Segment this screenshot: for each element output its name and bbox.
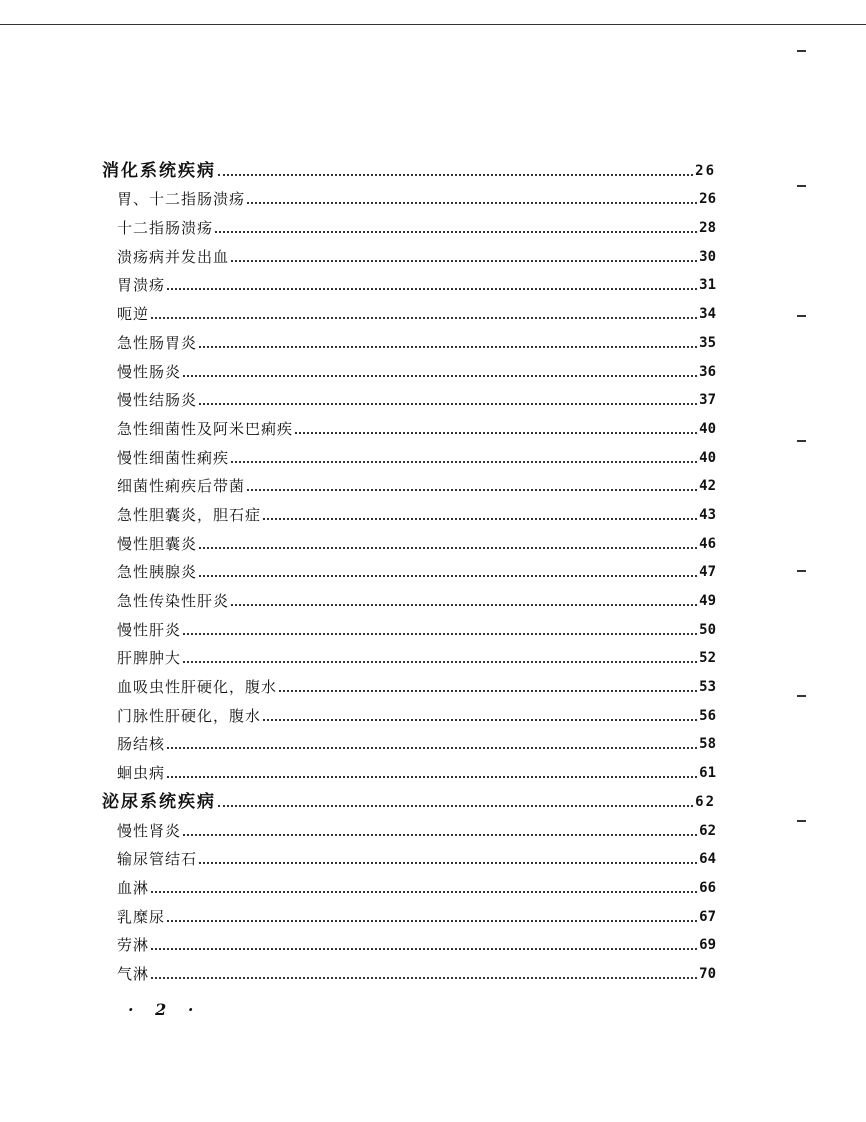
toc-title: 血淋 [117,878,150,897]
toc-page-number: 36 [699,363,716,380]
toc-page-number: 62 [699,822,716,839]
toc-title: 劳淋 [117,936,150,955]
toc-entry[interactable] [102,640,716,669]
dot-leader [167,920,697,922]
dot-leader [199,403,697,405]
dot-leader [183,661,697,663]
dot-leader [199,575,697,577]
toc-entry[interactable] [102,496,716,525]
toc-entry[interactable] [102,410,716,439]
dot-leader [151,977,697,979]
toc-page-number: 43 [699,506,716,523]
dot-leader [199,547,697,549]
toc-entry[interactable] [102,353,716,382]
page-number: · 2 · [128,1000,202,1019]
toc-entry[interactable] [102,295,716,324]
toc-title: 慢性肾炎 [117,821,182,840]
toc-page-number: 56 [699,707,716,724]
toc-title: 慢性结肠炎 [117,391,198,410]
toc-title: 肝脾肿大 [117,649,182,668]
toc-title: 急性肠胃炎 [117,333,198,352]
dot-leader [279,690,697,692]
scan-mark [797,570,806,572]
dot-leader [183,834,697,836]
dot-leader [295,432,697,434]
toc-title: 慢性胆囊炎 [117,534,198,553]
toc-entry[interactable] [102,324,716,353]
dot-leader [167,747,697,749]
dot-leader [231,260,697,262]
toc-page-number: 37 [699,392,716,409]
toc-page-number: 50 [699,621,716,638]
toc-page-number: 34 [699,306,716,323]
toc-title: 乳糜尿 [117,907,166,926]
toc-entry[interactable] [102,382,716,411]
toc-title: 急性胆囊炎，胆石症 [117,505,262,524]
scan-mark [797,820,806,822]
toc-title: 泌尿系统疾病 [102,791,216,812]
toc-entry[interactable] [102,554,716,583]
toc-entry[interactable] [102,525,716,554]
dot-leader [231,461,697,463]
dot-leader [167,288,697,290]
dot-leader [247,202,697,204]
dot-leader [263,518,697,520]
toc-page-number: 26 [699,191,716,208]
toc-page-number: 61 [699,765,716,782]
toc-title: 急性细菌性及阿米巴痢疾 [117,419,294,438]
dot-leader [247,489,697,491]
toc-entry[interactable] [102,611,716,640]
toc-page-number: 70 [699,965,716,982]
toc-page-number: 52 [699,650,716,667]
toc-section-heading[interactable] [102,783,716,812]
dot-leader [151,891,697,893]
scan-mark [797,315,806,317]
toc-entry[interactable] [102,468,716,497]
scan-mark [797,440,806,442]
toc-entry[interactable] [102,668,716,697]
dot-leader [215,231,697,233]
toc-page-number: 28 [699,220,716,237]
toc-entry[interactable] [102,726,716,755]
toc-title: 细菌性痢疾后带菌 [117,477,246,496]
dot-leader [218,174,693,176]
toc-page-number: 40 [699,420,716,437]
toc-title: 蛔虫病 [117,764,166,783]
dot-leader [231,604,697,606]
toc-entry[interactable] [102,955,716,984]
dot-leader [151,317,697,319]
toc-entry[interactable] [102,209,716,238]
toc-title: 呃逆 [117,305,150,324]
toc-page-number: 42 [699,478,716,495]
dot-leader [151,948,697,950]
table-of-contents [102,152,716,984]
toc-entry[interactable] [102,869,716,898]
toc-entry[interactable] [102,267,716,296]
toc-page-number: 40 [699,449,716,466]
toc-page-number: 66 [699,879,716,896]
dot-leader [183,633,697,635]
toc-page-number: 47 [699,564,716,581]
toc-page-number: 31 [699,277,716,294]
toc-section-heading[interactable] [102,152,716,181]
dot-leader [199,346,697,348]
toc-page-number: 30 [699,248,716,265]
toc-entry[interactable] [102,812,716,841]
toc-title: 慢性肠炎 [117,362,182,381]
toc-title: 血吸虫性肝硬化，腹水 [117,678,278,697]
toc-page-number: 53 [699,679,716,696]
toc-title: 溃疡病并发出血 [117,247,230,266]
toc-title: 消化系统疾病 [102,160,216,181]
toc-entry[interactable] [102,238,716,267]
toc-entry[interactable] [102,754,716,783]
dot-leader [167,776,697,778]
dot-leader [183,375,697,377]
toc-title: 输尿管结石 [117,850,198,869]
toc-title: 慢性肝炎 [117,620,182,639]
toc-title: 急性胰腺炎 [117,563,198,582]
dot-leader [263,719,697,721]
toc-entry[interactable] [102,181,716,210]
scan-mark [797,50,806,52]
toc-entry[interactable] [102,841,716,870]
toc-page-number: 69 [699,937,716,954]
toc-title: 肠结核 [117,735,166,754]
toc-entry[interactable] [102,898,716,927]
toc-page-number: 35 [699,334,716,351]
toc-page-number: 67 [699,908,716,925]
dot-leader [199,862,697,864]
toc-entry[interactable] [102,927,716,956]
toc-title: 胃溃疡 [117,276,166,295]
toc-entry[interactable] [102,582,716,611]
dot-leader [218,805,693,807]
toc-title: 十二指肠溃疡 [117,219,214,238]
toc-page-number: 58 [699,736,716,753]
toc-title: 胃、十二指肠溃疡 [117,190,246,209]
toc-page-number: 26 [695,162,716,179]
toc-title: 慢性细菌性痢疾 [117,448,230,467]
toc-entry[interactable] [102,439,716,468]
toc-page-number: 62 [695,793,716,810]
toc-title: 门脉性肝硬化，腹水 [117,706,262,725]
toc-title: 气淋 [117,964,150,983]
scan-mark [797,695,806,697]
toc-entry[interactable] [102,697,716,726]
top-rule [0,24,866,25]
toc-page-number: 64 [699,851,716,868]
toc-page-number: 46 [699,535,716,552]
toc-page-number: 49 [699,593,716,609]
toc-title: 急性传染性肝炎 [117,592,230,610]
scan-mark [797,185,806,187]
